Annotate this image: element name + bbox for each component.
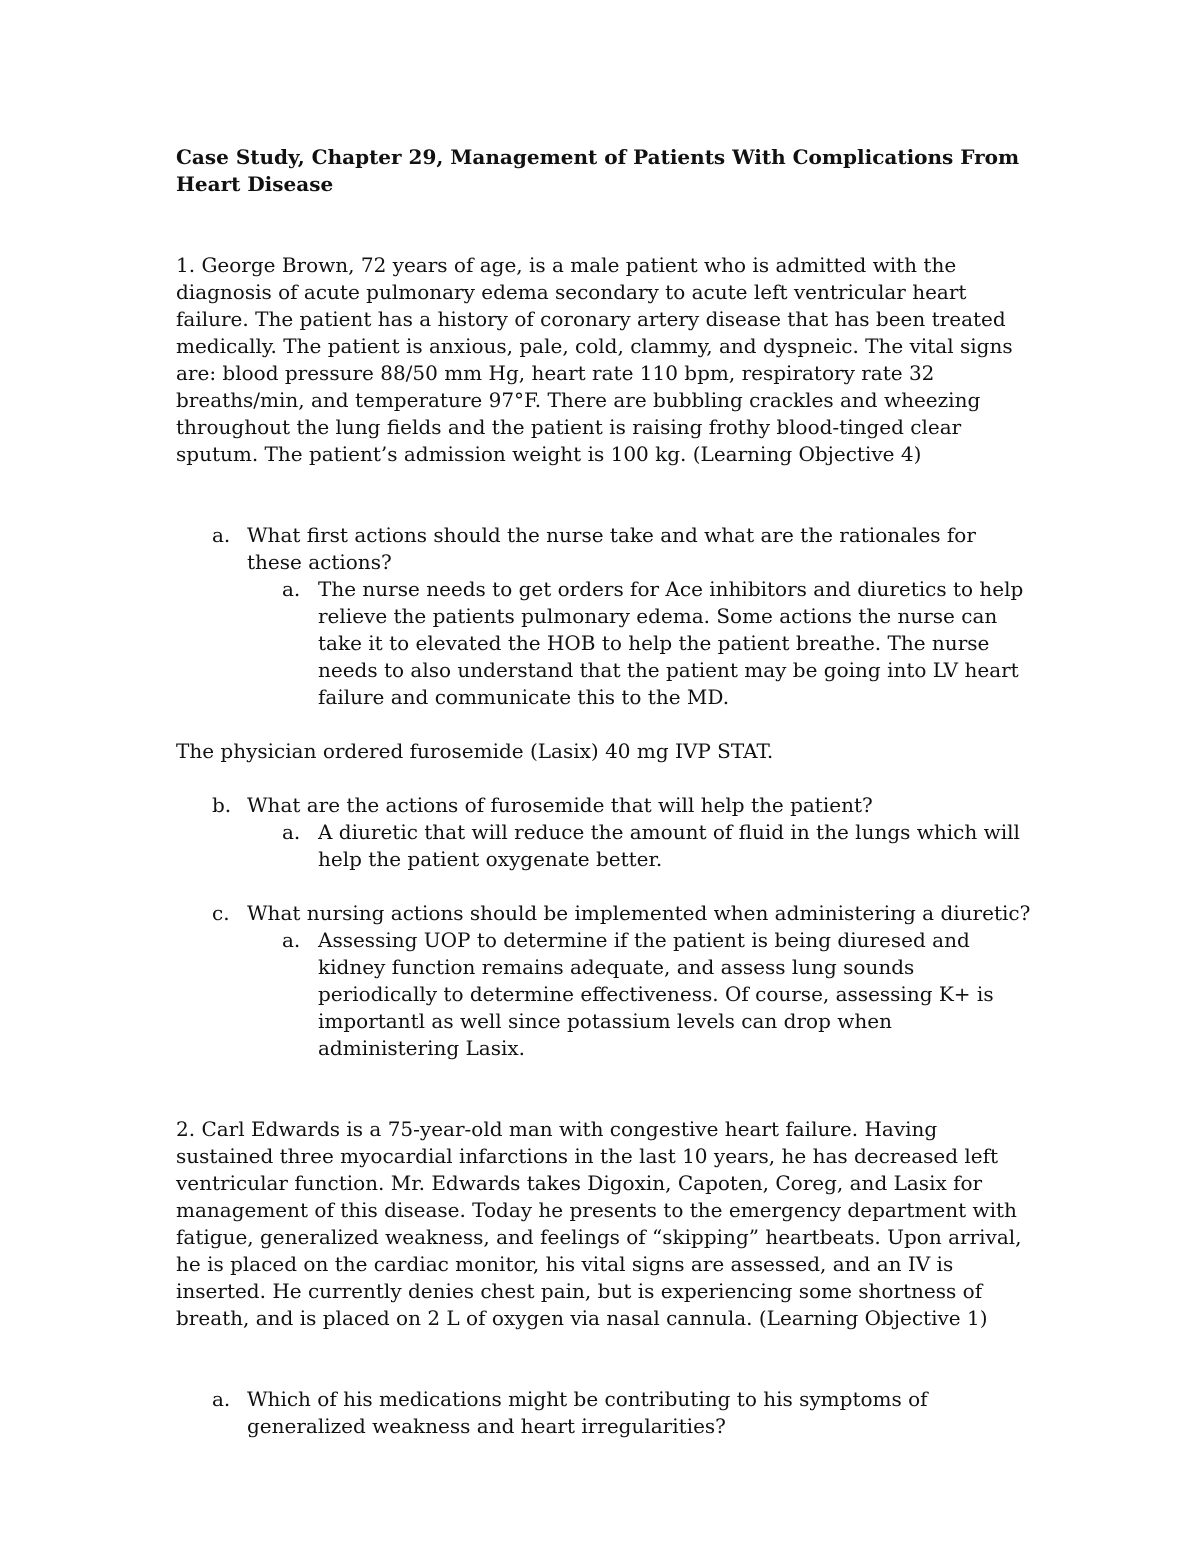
question-text: What are the actions of furosemide that will help the patient? xyxy=(247,793,873,817)
document-page xyxy=(176,144,1036,1440)
list-marker: b. xyxy=(212,793,232,817)
case-1-question-a xyxy=(176,522,1036,576)
case-2-text: 2. Carl Edwards is a 75-year-old man with congestive heart failure. Having sustained three myocardial infarctions in the last 10 years, he has decreased left ventricular function. Mr. Edwards takes Digoxin, Capoten, Coreg, and Lasix for management of this disease. Today he presents to the emergency department with fatigue, generalized weakness, and feelings of “skipping” heartbeats. Upon arrival, he is placed on the cardiac monitor, his vital signs are assessed, and an IV is inserted. He currently denies chest pain, but is experiencing some shortness of breath, and is placed on 2 L of oxygen via nasal cannula. (Learning Objective 1) xyxy=(176,1117,1022,1330)
answer-text: Assessing UOP to determine if the patient is being diuresed and kidney function remains adequate, and assess lung sounds periodically to determine effectiveness. Of course, assessing K+ is importantl as well since potassium levels can drop when administering Lasix. xyxy=(318,928,994,1060)
case-2-question-a xyxy=(176,1386,1036,1440)
list-marker: a. xyxy=(212,523,231,547)
list-marker: a. xyxy=(282,928,301,952)
question-text: Which of his medications might be contributing to his symptoms of generalized weakness and heart irregularities? xyxy=(247,1387,928,1438)
document-title: Case Study, Chapter 29, Management of Patients With Complications From Heart Disease xyxy=(176,145,1020,196)
question-text: What nursing actions should be implemented when administering a diuretic? xyxy=(247,901,1031,925)
case-1-answer-b xyxy=(176,819,1036,873)
case-1-text: 1. George Brown, 72 years of age, is a male patient who is admitted with the diagnosis of acute pulmonary edema secondary to acute left ventricular heart failure. The patient has a history of coronary artery disease that has been treated medically. The patient is anxious, pale, cold, clammy, and dyspneic. The vital signs are: blood pressure 88/50 mm Hg, heart rate 110 bpm, respiratory rate 32 breaths/min, and temperature 97°F. There are bubbling crackles and wheezing throughout the lung fields and the patient is raising frothy blood-tinged clear sputum. The patient’s admission weight is 100 kg. (Learning Objective 4) xyxy=(176,253,1013,466)
physician-order: The physician ordered furosemide (Lasix) 40 mg IVP STAT. xyxy=(176,739,774,763)
case-1-answer-c xyxy=(176,927,1036,1062)
case-1-question-c xyxy=(176,900,1036,927)
question-text: What first actions should the nurse take and what are the rationales for these actions? xyxy=(247,523,976,574)
case-1-answer-a xyxy=(176,576,1036,711)
list-marker: a. xyxy=(212,1387,231,1411)
list-marker: a. xyxy=(282,577,301,601)
list-marker: c. xyxy=(212,901,230,925)
answer-text: A diuretic that will reduce the amount of fluid in the lungs which will help the patient oxygenate better. xyxy=(318,820,1020,871)
list-marker: a. xyxy=(282,820,301,844)
answer-text: The nurse needs to get orders for Ace inhibitors and diuretics to help relieve the patients pulmonary edema. Some actions the nurse can take it to elevated the HOB to help the patient breathe. The nurse needs to also understand that the patient may be going into LV heart failure and communicate this to the MD. xyxy=(318,577,1024,709)
case-1-question-b xyxy=(176,792,1036,819)
